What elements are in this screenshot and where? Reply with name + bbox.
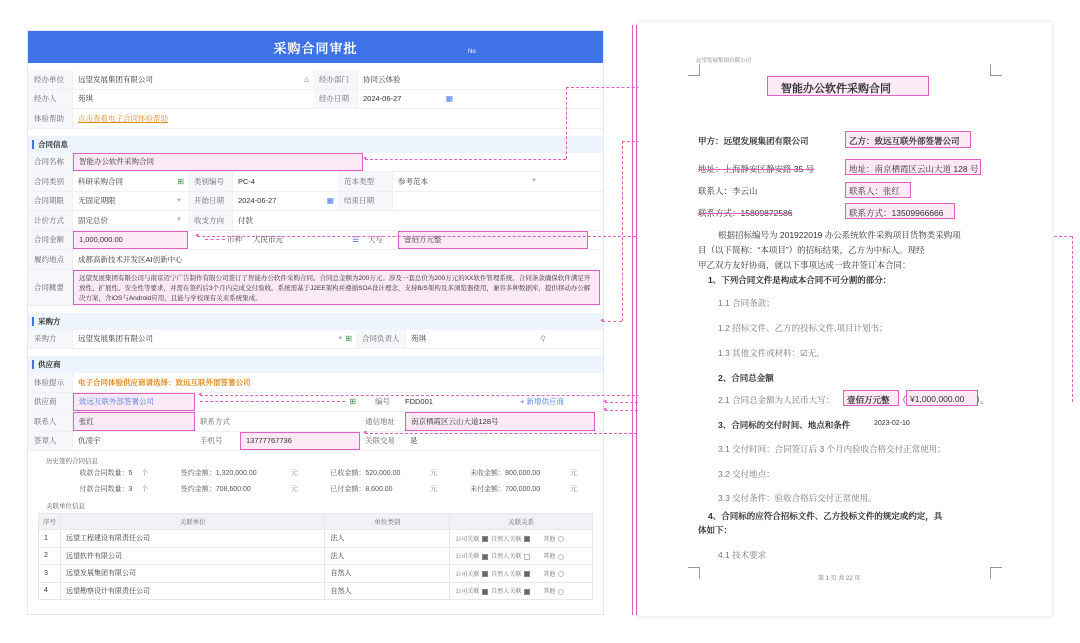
label-end: 结束日期 bbox=[338, 192, 393, 211]
approval-form bbox=[27, 30, 604, 615]
section-contract: 合同信息 bbox=[28, 136, 603, 153]
contract-type-value: 科研采购合同 bbox=[78, 176, 123, 186]
label-date: 经办日期 bbox=[313, 90, 358, 109]
checkbox[interactable] bbox=[482, 589, 488, 595]
connector-line bbox=[622, 141, 623, 321]
history-cell: 个 bbox=[141, 486, 149, 493]
doc-heading-3-date: 2023-02-10 bbox=[874, 420, 910, 427]
label-signer: 签章人 bbox=[28, 432, 73, 451]
row-help bbox=[28, 109, 603, 129]
contract-document bbox=[638, 22, 1052, 616]
label-pricing: 计价方式 bbox=[28, 211, 73, 230]
relations-category: 法人 bbox=[325, 530, 450, 548]
user-icon[interactable]: ⚲ bbox=[540, 334, 546, 344]
doc-paren-open: （ bbox=[898, 395, 907, 405]
doc-item-3-3: 3.3 交付条件：验收合格后交付正常使用。 bbox=[718, 493, 877, 503]
relations-unit: 远望工程建设有限责任公司 bbox=[60, 530, 324, 548]
relations-options bbox=[450, 582, 593, 600]
supplier-code-field[interactable]: FDD001 bbox=[405, 397, 433, 407]
date-field[interactable] bbox=[358, 90, 453, 109]
signer-field[interactable]: 仇凌宇 bbox=[78, 436, 101, 446]
label-tip: 体验提示 bbox=[28, 373, 73, 392]
person-field[interactable]: 苑琪 bbox=[78, 94, 93, 104]
relations-options bbox=[450, 547, 593, 565]
radio[interactable] bbox=[558, 571, 564, 577]
row-summary bbox=[28, 270, 603, 306]
select-icon[interactable]: ⊞ bbox=[345, 334, 352, 344]
row-contact bbox=[28, 412, 603, 432]
connector-line bbox=[1072, 236, 1073, 402]
label-contract-type: 合同类别 bbox=[28, 172, 73, 191]
doc-company-small: 远望发展集团有限公司 bbox=[696, 58, 752, 64]
arrow-icon: ◂ bbox=[603, 406, 607, 413]
option-person: 自然人关联 bbox=[491, 571, 522, 578]
period-select[interactable] bbox=[73, 192, 188, 211]
form-title: 采购合同审批 bbox=[273, 40, 358, 56]
label-amount: 合同金额 bbox=[28, 231, 73, 250]
relations-options bbox=[450, 565, 593, 583]
arrow-icon: ◂ bbox=[198, 391, 202, 398]
unit-field[interactable] bbox=[73, 70, 313, 89]
history-cell: 700,000.00 bbox=[505, 485, 541, 493]
label-summary: 合同概要 bbox=[28, 270, 73, 305]
doc-upper-amount: 壹佰万元整 bbox=[847, 395, 890, 405]
option-person: 自然人关联 bbox=[491, 554, 522, 561]
tip-text: 电子合同体验供应商请选择：致远互联外部签署公司 bbox=[78, 377, 251, 387]
checkbox[interactable] bbox=[482, 571, 488, 577]
row-person bbox=[28, 90, 603, 110]
history-cell: 收款合同数量： bbox=[79, 470, 129, 477]
label-dept: 经办部门 bbox=[313, 70, 358, 89]
history-cell: 未收金额： bbox=[470, 470, 506, 477]
checkbox[interactable] bbox=[524, 554, 530, 560]
relations-category: 自然人 bbox=[325, 582, 450, 600]
doc-item-3-1: 3.1 交付时间：合同签订后 3 个月内验收合格交付正常使用； bbox=[718, 444, 946, 454]
row-buyer bbox=[28, 330, 603, 350]
radio[interactable] bbox=[558, 589, 564, 595]
buyer-value: 远望发展集团有限公司 bbox=[78, 334, 153, 344]
history-cell: 元 bbox=[570, 486, 578, 493]
option-person: 自然人关联 bbox=[491, 536, 522, 543]
template-value: 参考范本 bbox=[398, 176, 428, 186]
doc-title: 智能办公软件采购合同 bbox=[781, 83, 891, 95]
period-value: 无固定期限 bbox=[78, 196, 116, 206]
history-cell: 元 bbox=[570, 470, 578, 477]
section-buyer: 采购方 bbox=[28, 313, 603, 330]
label-person: 经办人 bbox=[28, 90, 73, 109]
arrow-icon: ◂ bbox=[363, 429, 367, 436]
label-address: 通信地址 bbox=[365, 416, 395, 426]
label-code: 类别编号 bbox=[188, 172, 233, 191]
doc-contact-b: 联系人：张红 bbox=[849, 186, 901, 196]
doc-item-4-1: 4.1 技术要求 bbox=[718, 550, 767, 560]
doc-amount: ¥1,000,000.00 bbox=[910, 394, 965, 404]
doc-item-1-2: 1.2 招标文件、乙方的投标文件,项目计划书； bbox=[718, 323, 888, 333]
help-link[interactable]: 点击查看电子合同体验帮助 bbox=[78, 113, 168, 123]
label-supplier-code: 编号 bbox=[375, 397, 390, 407]
label-buyer: 采购方 bbox=[28, 330, 73, 349]
row-name bbox=[28, 153, 603, 173]
history-cell: 个 bbox=[141, 470, 149, 477]
checkbox[interactable] bbox=[482, 554, 488, 560]
doc-phone-a: 联系方式：15809872586 bbox=[698, 208, 793, 218]
option-other: 其他 bbox=[543, 589, 556, 596]
separator-line bbox=[636, 25, 637, 615]
pricing-value: 固定总价 bbox=[78, 215, 108, 225]
history-cell: 5 bbox=[128, 469, 133, 477]
relations-options bbox=[450, 530, 593, 548]
place-field[interactable]: 成都高新技术开发区AI创新中心 bbox=[78, 254, 183, 264]
relations-row bbox=[39, 582, 593, 600]
doc-heading-4b: 体如下： bbox=[698, 525, 733, 535]
doc-item-1-3: 1.3 其他文件或材料：☑无。 bbox=[718, 348, 825, 358]
relations-row bbox=[39, 547, 593, 565]
related-field[interactable]: 是 bbox=[410, 436, 418, 446]
history-cell: 元 bbox=[290, 470, 298, 477]
history-row bbox=[46, 465, 586, 481]
date-value: 2024-06-27 bbox=[363, 94, 402, 104]
label-contract-name: 合同名称 bbox=[28, 153, 73, 172]
corner-mark bbox=[688, 567, 700, 579]
history-cell: 708,600.00 bbox=[215, 485, 251, 493]
code-field[interactable]: PC-4 bbox=[238, 176, 256, 186]
doc-item-3-2: 3.2 交付地点： bbox=[718, 469, 775, 479]
relations-unit: 远望发展集团有限公司 bbox=[60, 565, 324, 583]
label-direction: 收支方向 bbox=[188, 211, 233, 230]
currency-label-text: 币种 bbox=[227, 235, 242, 245]
start-date-field[interactable] bbox=[233, 192, 338, 211]
dept-field[interactable]: 协同云体验 bbox=[363, 74, 401, 84]
supplier-field[interactable]: 致远互联外部签署公司 bbox=[73, 393, 195, 412]
relations-index: 1 bbox=[39, 530, 61, 548]
label-owner: 合同负责人 bbox=[356, 330, 406, 349]
checkbox[interactable] bbox=[482, 536, 488, 542]
owner-field[interactable] bbox=[406, 330, 546, 349]
option-other: 其他 bbox=[543, 571, 556, 578]
relations-index: 2 bbox=[39, 547, 61, 565]
chevron-down-icon: ▼ bbox=[337, 335, 344, 342]
list-icon[interactable]: ☰ bbox=[352, 235, 359, 245]
history-cell: 元 bbox=[430, 470, 438, 477]
option-company: 公司关联 bbox=[455, 554, 480, 561]
history-cell: 520,000.00 bbox=[365, 469, 401, 477]
relations-unit: 远望勘察设计有限责任公司 bbox=[60, 582, 324, 600]
form-header bbox=[28, 31, 603, 63]
checkbox[interactable] bbox=[524, 536, 530, 542]
label-contact: 联系人 bbox=[28, 412, 73, 431]
arrow-icon: ◂ bbox=[600, 317, 604, 324]
history-cell: 1,320,000.00 bbox=[215, 469, 257, 477]
history-cell: 已收金额： bbox=[330, 470, 366, 477]
relations-row bbox=[39, 530, 593, 548]
history-cell: 付款合同数量： bbox=[79, 486, 129, 493]
doc-heading-3: 3、合同标的交付时间、地点和条件 bbox=[718, 420, 851, 430]
amount-field[interactable]: 1,000,000.00 bbox=[73, 231, 188, 250]
start-date-value: 2024-06-27 bbox=[238, 196, 277, 206]
relations-header: 单位类别 bbox=[325, 514, 450, 530]
history-row bbox=[46, 481, 586, 497]
label-related: 关联交易 bbox=[365, 436, 395, 446]
doc-heading-1: 1、下列合同文件是构成本合同不可分割的部分： bbox=[708, 275, 892, 285]
label-start: 开始日期 bbox=[188, 192, 233, 211]
arrow-icon: ◂ bbox=[195, 232, 199, 239]
history-cell: 未付金额： bbox=[470, 486, 506, 493]
doc-heading-4a: 4、合同标的应符合招标文件、乙方投标文件的规定或约定，具 bbox=[708, 511, 943, 521]
relations-index: 3 bbox=[39, 565, 61, 583]
history-cell: 签约金额： bbox=[180, 470, 216, 477]
history-cell: 8,600.00 bbox=[365, 485, 393, 493]
row-pricing bbox=[28, 211, 603, 231]
doc-para-2: 目（以下简称：“本项目”）的招标结果，乙方为中标人。现经 bbox=[698, 245, 925, 255]
relations-category: 自然人 bbox=[325, 565, 450, 583]
checkbox[interactable] bbox=[524, 589, 530, 595]
arrow-icon: ◂ bbox=[603, 398, 607, 405]
history-cell: 元 bbox=[290, 486, 298, 493]
buyer-field[interactable] bbox=[73, 330, 356, 349]
owner-value: 苑琪 bbox=[411, 334, 426, 344]
doc-para-3: 甲乙双方友好协商，就以下事项达成一致并签订本合同： bbox=[698, 260, 911, 270]
contact-field[interactable]: 张红 bbox=[73, 412, 195, 431]
chevron-down-icon: ▼ bbox=[176, 217, 182, 224]
unit-value: 远望发展集团有限公司 bbox=[78, 74, 153, 84]
arrow-icon: ◂ bbox=[363, 155, 367, 162]
radio[interactable] bbox=[558, 536, 564, 542]
currency-value: 人民币元 bbox=[253, 235, 283, 245]
relations-header: 关联单位 bbox=[60, 514, 324, 530]
history-cell: 已付金额： bbox=[330, 486, 366, 493]
relations-category: 法人 bbox=[325, 547, 450, 565]
option-other: 其他 bbox=[543, 554, 556, 561]
chevron-down-icon: ▼ bbox=[176, 197, 182, 204]
connector-line bbox=[365, 159, 566, 160]
summary-field[interactable]: 远望发展集团有限公司与南京迈宁广告制作有限公司签订了智能办公软件采购合同。合同总金额为200万元。涉及一套总价为200万元的XX软件管理系统。合同条款确保软件满足开放性、扩展性、安全性等要求，并需在签约后3个月内完成交付验收。系统需基于J2EE架构并遵循SOA设计理念，支持B/S架构及多浏览器使用，兼容多种数据库，提供移动办公解决方案，含iOS与Android应用，且能与学校现有关来系统集成。 bbox=[73, 270, 600, 305]
doc-page-number: 第 1 页 共 22 页 bbox=[818, 576, 861, 582]
calendar-icon[interactable]: ▦ bbox=[326, 196, 334, 206]
option-company: 公司关联 bbox=[455, 536, 480, 543]
direction-field[interactable]: 付款 bbox=[238, 215, 253, 225]
relations-unit: 远望软件有限公司 bbox=[60, 547, 324, 565]
history-title: 历史签约合同信息 bbox=[46, 458, 98, 465]
relations-header: 关联关系 bbox=[450, 514, 593, 530]
row-amount bbox=[28, 231, 603, 251]
corner-mark bbox=[688, 64, 700, 76]
checkbox[interactable] bbox=[524, 571, 530, 577]
row-period bbox=[28, 192, 603, 212]
option-company: 公司关联 bbox=[455, 589, 480, 596]
doc-heading-2: 2、合同总金额 bbox=[718, 373, 774, 383]
relations-row bbox=[39, 565, 593, 583]
row-type bbox=[28, 172, 603, 192]
pricing-select[interactable] bbox=[73, 211, 188, 230]
doc-paren-close: ）。 bbox=[976, 395, 989, 405]
add-supplier-button[interactable]: + 新增供应商 bbox=[520, 397, 564, 407]
calendar-icon[interactable]: ▦ bbox=[445, 94, 453, 104]
contract-name-field[interactable]: 智能办公软件采购合同 bbox=[73, 153, 363, 172]
history-table bbox=[46, 465, 586, 497]
doc-item-1-1: 1.1 合同条款； bbox=[718, 298, 775, 308]
currency-field[interactable] bbox=[248, 231, 363, 250]
corner-mark bbox=[990, 64, 1002, 76]
template-select[interactable] bbox=[393, 172, 543, 191]
doc-addr-a: 地址：上海静安区静安路 35 号 bbox=[698, 164, 815, 174]
history-cell: 800,000.00 bbox=[505, 469, 541, 477]
contract-type-field[interactable] bbox=[73, 172, 188, 191]
row-place bbox=[28, 250, 603, 270]
select-icon[interactable]: ⊞ bbox=[177, 176, 184, 186]
label-period: 合同期限 bbox=[28, 192, 73, 211]
address-field[interactable]: 南京栖霞区云山大道128号 bbox=[405, 412, 595, 431]
doc-addr-b: 地址：南京栖霞区云山大道 128 号 bbox=[849, 164, 979, 174]
section-supplier: 供应商 bbox=[28, 356, 603, 373]
history-cell: 元 bbox=[430, 486, 438, 493]
form-number: No bbox=[468, 49, 476, 55]
doc-party-b: 乙方：致远互联外部签署公司 bbox=[849, 136, 960, 146]
label-phone: 手机号 bbox=[200, 436, 223, 446]
label-method: 联系方式 bbox=[200, 416, 230, 426]
label-upper: 大写 bbox=[368, 235, 383, 245]
phone-field[interactable]: 13777767736 bbox=[240, 432, 360, 451]
upper-amount-field[interactable]: 壹佰万元整 bbox=[398, 231, 588, 250]
doc-party-a: 甲方：远望发展集团有限公司 bbox=[698, 136, 809, 146]
end-date-field[interactable] bbox=[393, 192, 398, 211]
connector-line bbox=[566, 87, 567, 159]
doc-contact-a: 联系人：李云山 bbox=[698, 186, 758, 196]
radio[interactable] bbox=[558, 554, 564, 560]
row-unit bbox=[28, 70, 603, 90]
label-unit: 经办单位 bbox=[28, 70, 73, 89]
corner-mark bbox=[990, 567, 1002, 579]
doc-para-1: 根据招标编号为 201922019 办公系统软件采购项目货物类采购项 bbox=[718, 230, 961, 240]
select-icon[interactable]: ⊞ bbox=[349, 397, 356, 407]
label-help: 体验帮助 bbox=[28, 109, 73, 128]
relations-table bbox=[38, 513, 593, 600]
label-place: 履约地点 bbox=[28, 250, 73, 269]
org-icon[interactable]: ⌂ bbox=[304, 74, 309, 84]
label-template: 范本类型 bbox=[338, 172, 393, 191]
relations-title: 关联单位信息 bbox=[46, 503, 85, 510]
relations-index: 4 bbox=[39, 582, 61, 600]
row-signer bbox=[28, 432, 603, 452]
connector-line bbox=[200, 395, 655, 396]
history-cell: 签约金额： bbox=[180, 486, 216, 493]
row-tip bbox=[28, 373, 603, 393]
label-supplier: 供应商 bbox=[28, 393, 73, 412]
option-other: 其他 bbox=[543, 536, 556, 543]
chevron-down-icon: ▼ bbox=[531, 178, 537, 185]
doc-item-2-1: 2.1 合同总金额为人民币大写： bbox=[718, 395, 835, 405]
doc-phone-b: 联系方式：13509966666 bbox=[849, 208, 944, 218]
option-company: 公司关联 bbox=[455, 571, 480, 578]
history-cell: 3 bbox=[128, 485, 133, 493]
relations-header: 序号 bbox=[39, 514, 61, 530]
option-person: 自然人关联 bbox=[491, 589, 522, 596]
connector-line bbox=[602, 321, 622, 322]
separator-line bbox=[632, 25, 633, 615]
